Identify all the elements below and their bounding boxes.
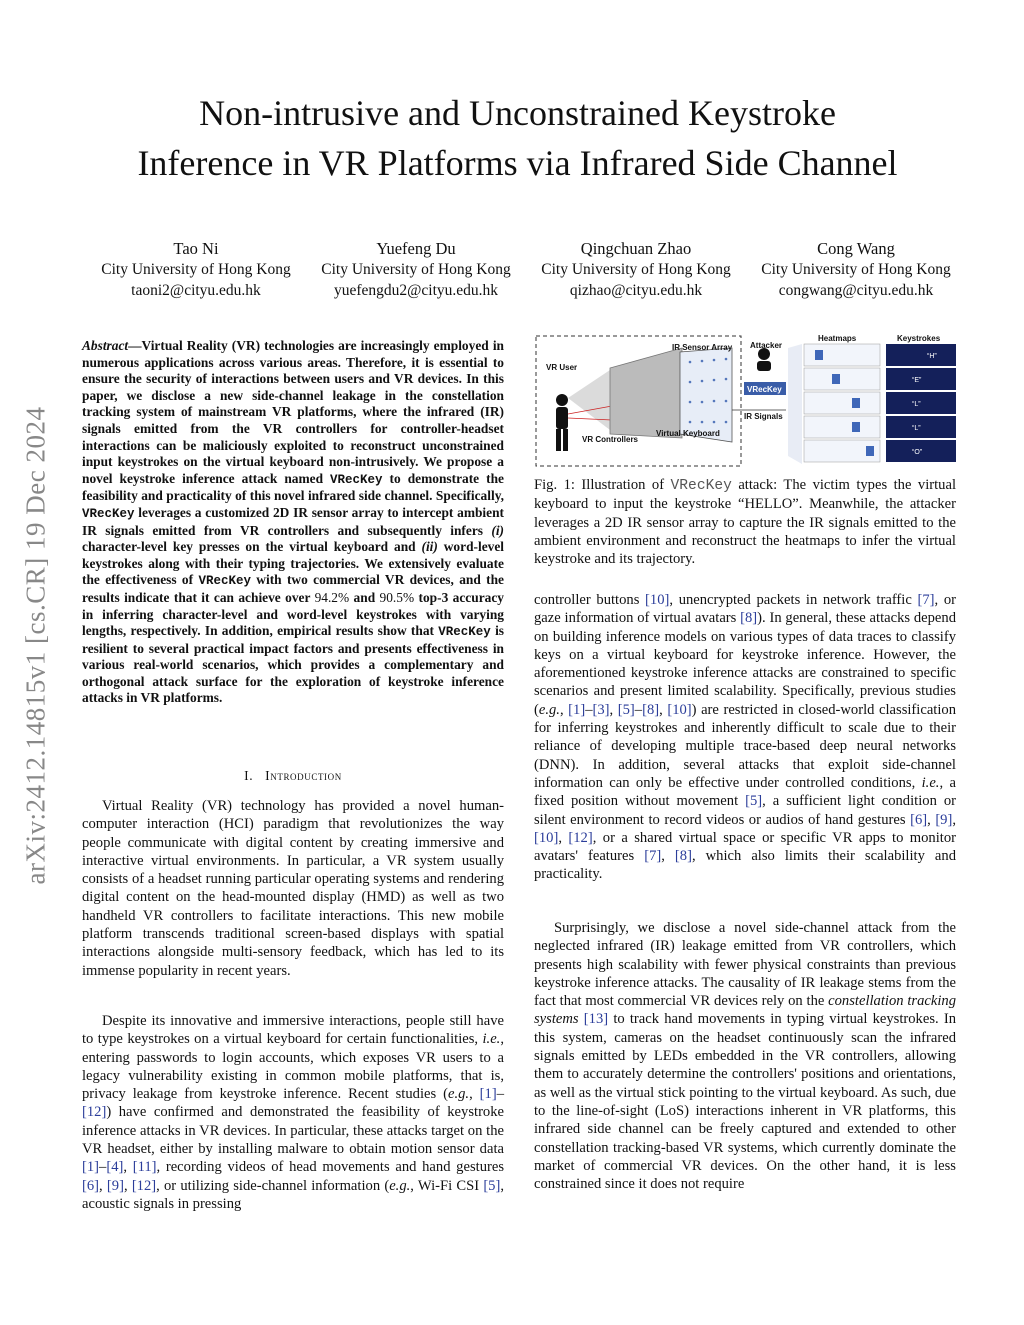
citation-link[interactable]: [7] <box>917 592 935 608</box>
user-leg <box>556 429 561 451</box>
author-name: Yuefeng Du <box>376 239 456 258</box>
right-paragraph-1: controller buttons [10], unencrypted packets in network traffic [7], or gaze information of virtual avatars [8]). In general, these attacks depend on building inference models on various types of data traces to classify keys on a virtual keyboard for keystroke inference. However, the aforementioned keystroke inference attacks are constrained to specific scenarios and present limited scalability. Specifically, previous studies (e.g., [1]–[3], [5]–[8], [10]) are restricted in closed-world classification for inferring keystrokes and inherently difficult to scale due to their reliance of developing multiple trace-based deep neural networks (DNN). In addition, several attacks that exploit side-channel information can only be effective under controlled conditions, i.e., a fixed position without movement [5], a sufficient light condition or silent environment to record videos or audios of hand gestures [6], [9], [10], [12], or a shared virtual space or specific VR apps to monitor avatars' features [7], [8], which also limits their scalability and practicality. <box>534 592 957 883</box>
citation-link[interactable]: [5] <box>617 701 635 718</box>
keystroke-label: “L” <box>912 425 921 432</box>
abstract: Abstract—Virtual Reality (VR) technologies are increasingly employed in numerous applications across various areas. Therefore, it is essential to ensure the security of interactions between users and VR devices. In this paper, we disclose a new side-channel leakage in the constellation tracking system of mainstream VR platforms, where the infrared (IR) signals emitted from the VR controllers for controller-headset interactions can be maliciously exploited to reconstruct unconstrained input keystrokes on the virtual keyboard non-intrusively. We propose a novel keystroke inference attack named VRecKey to demonstrate the feasibility and practicality of this novel infrared side channel. Specifically, VRecKey leverages a customized 2D IR sensor array to intercept ambient IR signals emitted from VR controllers and subsequently infers (i) character-level key presses on the virtual keyboard and (ii) word-level keystrokes along with their typing trajectories. We extensively evaluate the effectiveness of VRecKey with two commercial VR devices, and the results indicate that it can achieve over 94.2% and 90.5% top-3 accuracy in inferring character-level and word-level keystrokes with varying lengths, respectively. In addition, empirical results show that VRecKey is resilient to several practical impact factors and presents effectiveness in various real-world scenarios, which provides a complementary and orthogonal attack surface for the exploration of keystroke inference attacks in VR platforms. <box>82 338 504 706</box>
label-virtual-keyboard: Virtual Keyboard <box>656 429 720 438</box>
citation-link[interactable]: [8] <box>740 610 758 627</box>
citation-link[interactable]: [6] <box>82 1177 100 1194</box>
author-list <box>86 238 966 301</box>
citation-link[interactable]: [5] <box>483 1177 501 1194</box>
author-name: Tao Ni <box>173 239 219 258</box>
title-line-1: Non-intrusive and Unconstrained Keystroke <box>199 93 836 133</box>
label-attacker: Attacker <box>750 341 783 350</box>
citation-link[interactable]: [1] <box>568 701 586 718</box>
author-email[interactable]: congwang@cityu.edu.hk <box>778 282 934 299</box>
citation-link[interactable]: [5] <box>745 793 763 810</box>
author-block <box>306 238 526 301</box>
citation-link[interactable]: [8] <box>674 848 692 865</box>
author-block <box>746 238 966 301</box>
arxiv-sidebar <box>10 350 62 940</box>
citation-link[interactable]: [1] <box>82 1159 100 1176</box>
label-heatmaps: Heatmaps <box>818 334 857 343</box>
keystroke-label: “E” <box>912 377 922 384</box>
user-head <box>556 394 568 406</box>
citation-link[interactable]: [10] <box>645 592 670 608</box>
citation-link[interactable]: [4] <box>106 1159 124 1176</box>
author-name: Cong Wang <box>817 239 895 258</box>
figure-caption: Fig. 1: Illustration of VRecKey attack: The victim types the virtual keyboard to input the keystroke “HELLO”. Meanwhile, the attacker leverages a 2D IR sensor array to capture the IR signals emitted to the ambient environment and reconstruct the heatmaps to infer the virtual keystroke and its trajectory. <box>534 477 956 568</box>
user-leg <box>563 429 568 451</box>
citation-link[interactable]: [12] <box>131 1177 157 1194</box>
citation-link[interactable]: [11] <box>132 1159 157 1176</box>
citation-link[interactable]: [10] <box>667 701 692 718</box>
author-affiliation: City University of Hong Kong <box>101 261 291 278</box>
citation-link[interactable]: [1] <box>479 1086 497 1103</box>
citation-link[interactable]: [12] <box>82 1104 107 1121</box>
intro-paragraph-2: Despite its innovative and immersive interactions, people still have to type keystrokes on a virtual keyboard for certain functionalities, i.e., entering passwords to login accounts, which exposes VR users to a legacy vulnerability existing in common mobile platforms, that is, privacy leakage from keystroke inference. Recent studies (e.g., [1]–[12]) have confirmed and demonstrated the feasibility of keystroke inference attacks in VR devices. In particular, these attacks target on the VR headset, either by installing malware to obtain motion sensor data [1]–[4], [11], recording videos of head movements and hand gestures [6], [9], [12], or utilizing side-channel information (e.g., Wi-Fi CSI [5], acoustic signals in pressing <box>82 1013 505 1212</box>
user-body <box>556 407 568 429</box>
author-email[interactable]: taoni2@cityu.edu.hk <box>131 282 261 299</box>
author-affiliation: City University of Hong Kong <box>761 261 951 278</box>
author-email[interactable]: yuefengdu2@cityu.edu.hk <box>333 282 499 299</box>
citation-link[interactable]: [9] <box>935 811 953 828</box>
keystroke-label: “H” <box>927 353 937 360</box>
paper-title <box>60 88 975 188</box>
right-paragraph-2: Surprisingly, we disclose a novel side-channel attack from the neglected infrared (IR) leakage emitted from VR controllers, which presents high scalability with fewer physical constraints than previous keystroke inference attacks. The causality of IR leakage stems from the fact that most commercial VR devices rely on the constellation tracking systems [13] to track hand movements in typing virtual keystrokes. In this system, cameras on the headset continuously scan the infrared signals emitted by LEDs embedded in the VR controllers, allowing them to accurately determine the controllers' positions and orientations, as well as the virtual stick pointing to the virtual keyboard. As such, due to the line-of-sight (LoS) interactions inherent in VR platforms, this infrared side channel can be freely captured and extended to other constellation tracking-based VR systems, which currently dominate the market of commercial VR devices. On the other hand, it is less constrained since it does not require <box>534 920 957 1193</box>
citation-link[interactable]: [3] <box>592 701 610 718</box>
keystroke-label: “L” <box>912 401 921 408</box>
virtual-keyboard-shape <box>610 348 682 438</box>
author-name: Qingchuan Zhao <box>580 239 692 258</box>
citation-link[interactable]: [13] <box>583 1011 609 1028</box>
intro-paragraph-1: Virtual Reality (VR) technology has provided a novel human-computer interaction (HCI) paradigm that revolutionizes the way people communicate with digital content by creating immersive and interactive virtual environments. In particular, a VR system usually consists of a headset running particular operating systems and rendering digital content on the head-mounted display (HMD) as well as two handheld VR controllers to facilitate interactions. This new mobile platform transcends traditional screen-based displays with spatial interactions alongside multi-sensory feedback, which has led to its immense popularity in recent years. <box>82 798 504 979</box>
arxiv-id: arXiv:2412.14815v1 [cs.CR] 19 Dec 2024 <box>20 406 51 884</box>
citation-link[interactable]: [6] <box>910 811 928 828</box>
title-line-2: Inference in VR Platforms via Infrared Side Channel <box>137 143 898 183</box>
label-ir-signals: IR Signals <box>744 412 783 421</box>
heatmaps <box>804 344 880 462</box>
ir-sensor-array-shape <box>680 348 732 442</box>
label-vreckey: VRecKey <box>747 385 782 394</box>
author-block <box>526 238 746 301</box>
view-cone <box>568 370 610 430</box>
keystroke-label: “O” <box>912 449 923 456</box>
citation-link[interactable]: [8] <box>642 701 660 718</box>
author-affiliation: City University of Hong Kong <box>321 261 511 278</box>
citation-link[interactable]: [12] <box>568 829 593 846</box>
figure-1 <box>532 330 958 470</box>
section-heading: I. Introduction <box>244 768 342 783</box>
label-ir-sensor-array: IR Sensor Array <box>672 343 733 352</box>
citation-link[interactable]: [9] <box>106 1177 124 1194</box>
label-keystrokes: Keystrokes <box>897 334 941 343</box>
author-affiliation: City University of Hong Kong <box>541 261 731 278</box>
author-email[interactable]: qizhao@cityu.edu.hk <box>569 282 703 299</box>
author-block <box>86 238 306 301</box>
citation-link[interactable]: [7] <box>644 848 662 865</box>
keystroke-panels <box>886 344 956 462</box>
citation-link[interactable]: [10] <box>534 829 559 846</box>
label-vr-user: VR User <box>546 363 578 372</box>
label-vr-controllers: VR Controllers <box>582 435 639 444</box>
